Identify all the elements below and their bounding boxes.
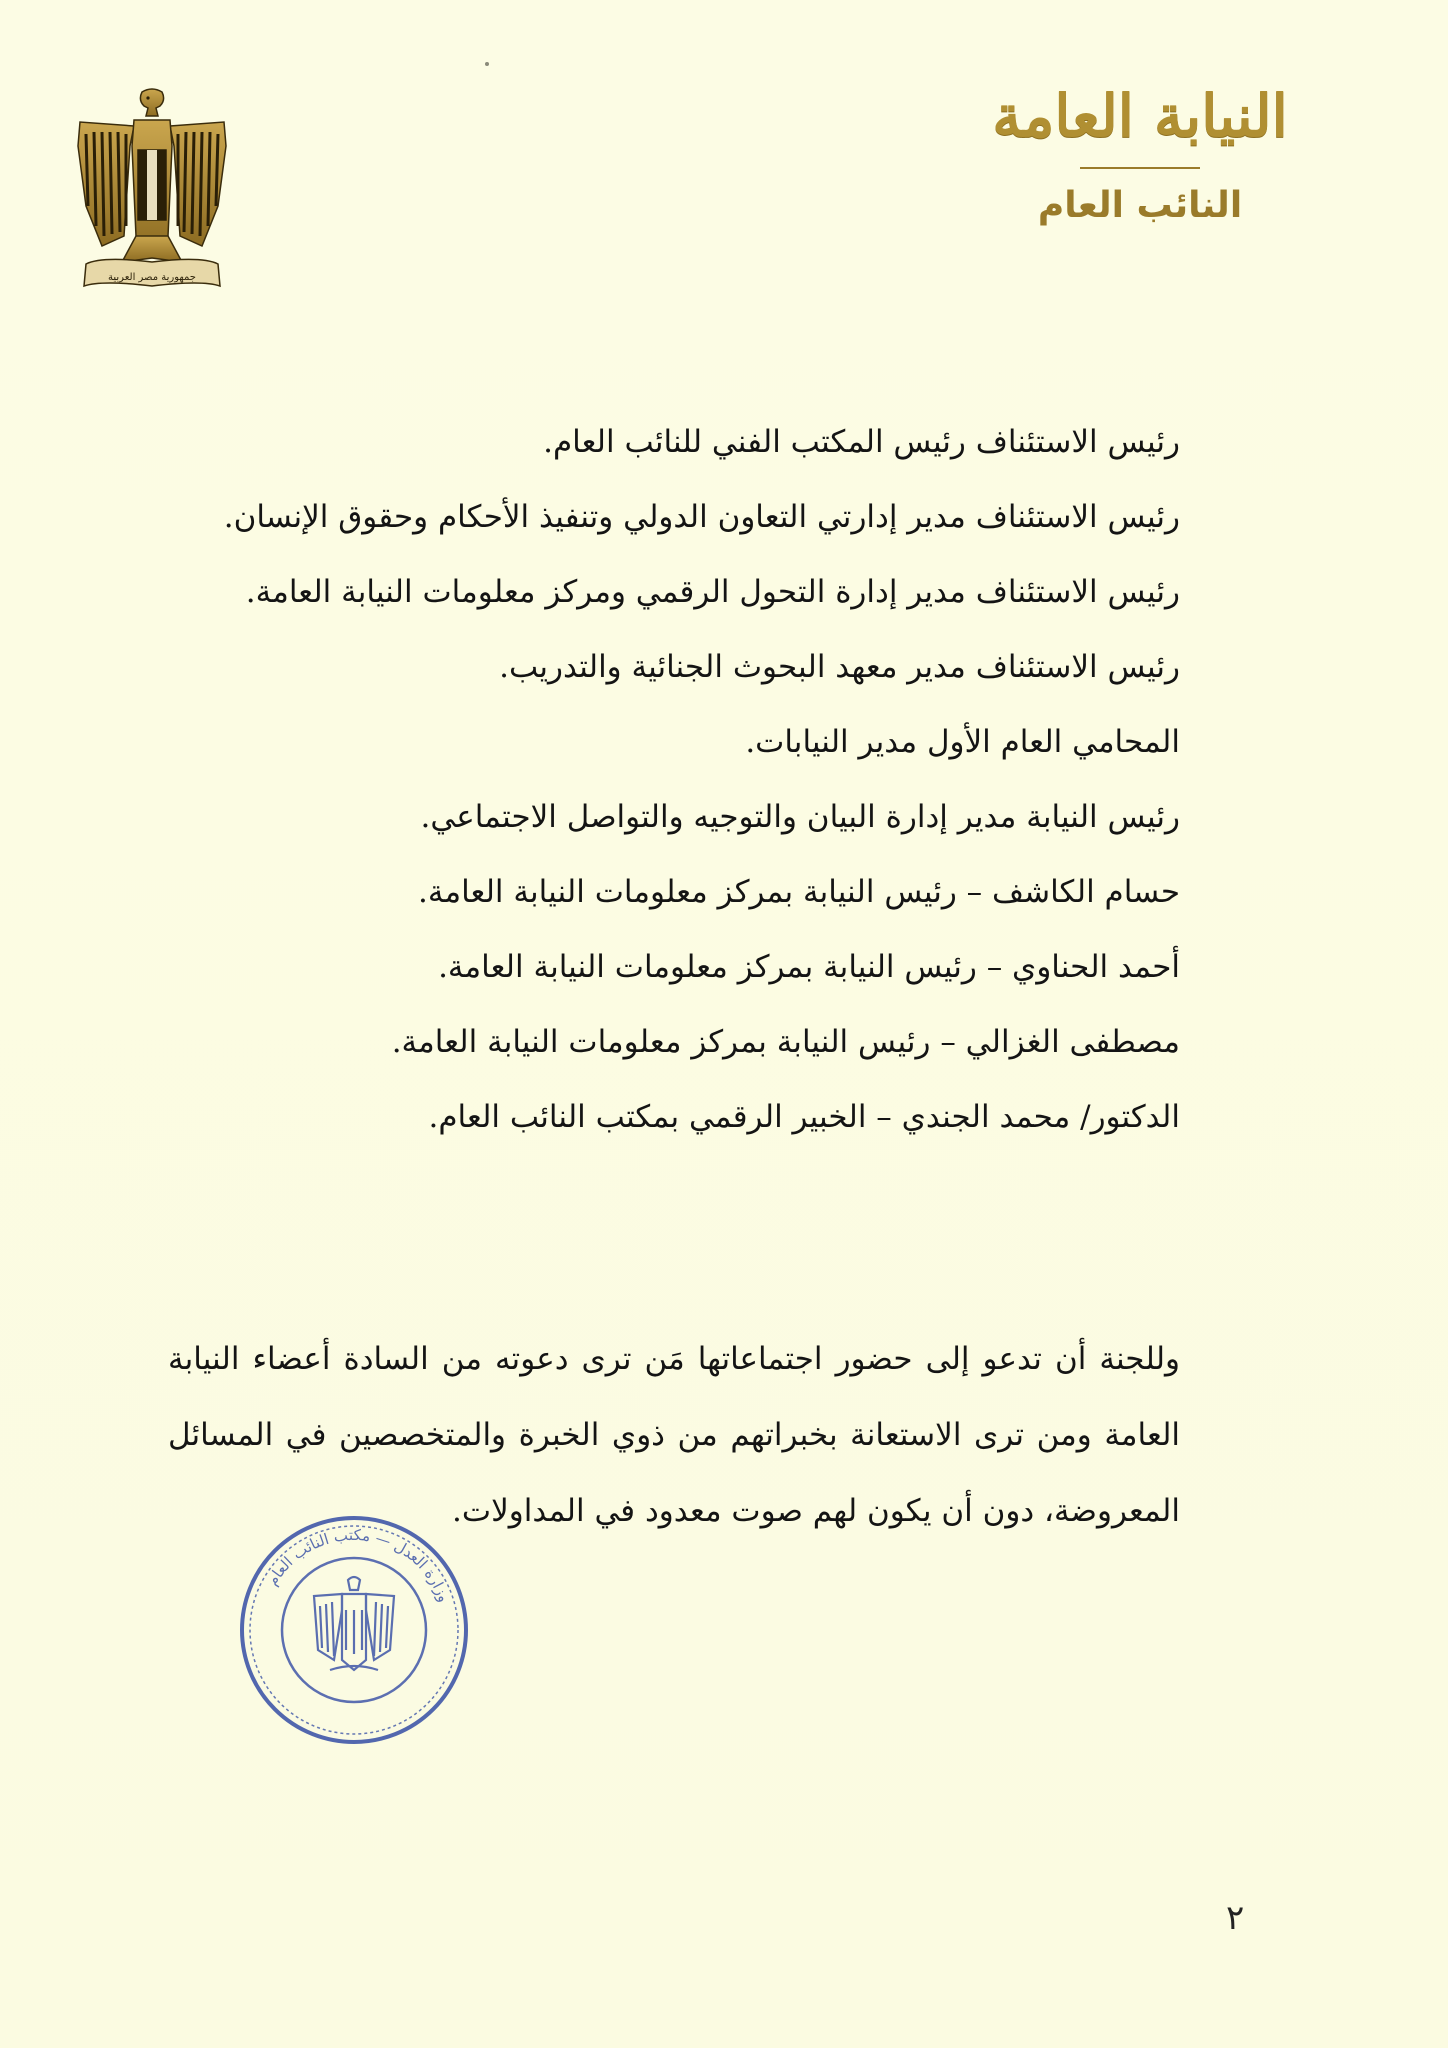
member-line: المحامي العام الأول مدير النيابات.: [745, 724, 1180, 760]
member-line: رئيس الاستئناف مدير إدارة التحول الرقمي ومركز معلومات النيابة العامة.: [245, 574, 1180, 610]
ministry-seal-stamp: [234, 1510, 474, 1750]
closing-paragraph: وللجنة أن تدعو إلى حضور اجتماعاتها مَن ترى دعوته من السادة أعضاء النيابة العامة ومن ترى الاستعانة بخبراتهم من ذوي الخبرة والمتخصصين في المسائل المعروضة، دون أن يكون لهم صوت معدود في المداولات.: [168, 1341, 1180, 1529]
member-line: رئيس الاستئناف مدير معهد البحوث الجنائية والتدريب.: [499, 649, 1180, 685]
member-line: حسام الكاشف – رئيس النيابة بمركز معلومات النيابة العامة.: [418, 874, 1180, 910]
seal-ring-textpath: وزارة العدل — مكتب النائب العام: [263, 1525, 454, 1605]
office-title: النائب العام: [1037, 184, 1243, 226]
heading-divider: [1080, 167, 1200, 169]
office-heading: [950, 80, 1330, 226]
page-number: ٢: [1226, 1898, 1245, 1938]
emblem-scroll-text: جمهورية مصر العربية: [108, 272, 196, 283]
member-line: مصطفى الغزالي – رئيس النيابة بمركز معلومات النيابة العامة.: [391, 1024, 1180, 1060]
committee-members-list: [168, 405, 1180, 1155]
paper-speck: [485, 62, 489, 66]
member-line: رئيس الاستئناف رئيس المكتب الفني للنائب العام.: [543, 424, 1180, 460]
member-line: رئيس الاستئناف مدير إدارتي التعاون الدولي وتنفيذ الأحكام وحقوق الإنسان.: [223, 499, 1180, 535]
member-line: أحمد الحناوي – رئيس النيابة بمركز معلومات النيابة العامة.: [438, 949, 1180, 985]
office-name: النيابة العامة: [992, 82, 1288, 150]
eagle-emblem-icon: [72, 86, 232, 306]
member-line: رئيس النيابة مدير إدارة البيان والتوجيه والتواصل الاجتماعي.: [420, 799, 1180, 835]
member-line: الدكتور/ محمد الجندي – الخبير الرقمي بمكتب النائب العام.: [428, 1099, 1180, 1135]
